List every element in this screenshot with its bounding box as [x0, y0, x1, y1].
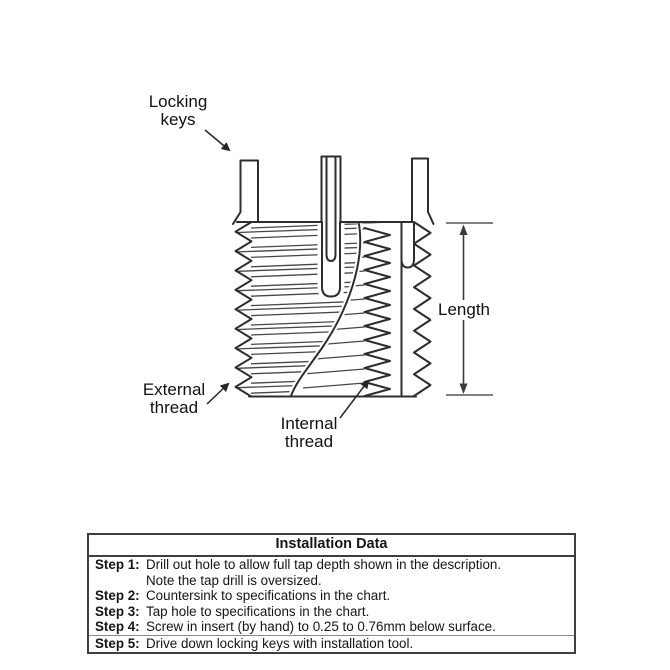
length-label: Length	[431, 300, 497, 320]
table-row	[89, 604, 574, 620]
step-label: Step 2:	[95, 588, 140, 604]
step-text-line1: Screw in insert (by hand) to 0.25 to 0.76mm below surface.	[146, 619, 496, 635]
step-text-line2: Note the tap drill is oversized.	[146, 572, 322, 588]
center-key-capsule-halo	[322, 222, 340, 297]
step-label: Step 4:	[95, 619, 140, 635]
center-locking-key	[322, 157, 341, 223]
table-title: Installation Data	[89, 535, 574, 557]
step-text	[146, 604, 574, 620]
left-locking-key	[233, 161, 258, 225]
step-text	[146, 636, 574, 652]
step-text-line1: Drive down locking keys with installation tool.	[146, 635, 414, 651]
right-locking-key	[412, 159, 434, 225]
dimension-arrowhead-down	[460, 384, 468, 395]
step-text	[146, 588, 574, 604]
table-row	[89, 635, 574, 652]
step-text-line1: Tap hole to specifications in the chart.	[146, 603, 370, 619]
step-label: Step 1:	[95, 557, 140, 572]
step-text-line1: Countersink to specifications in the chart.	[146, 588, 391, 604]
external-thread-label: External thread	[142, 380, 206, 417]
installation-data-table	[87, 533, 576, 654]
locking-keys-leader-arrow	[205, 130, 229, 150]
step-text	[146, 619, 574, 635]
table-row	[89, 588, 574, 604]
dimension-arrowhead-up	[460, 225, 468, 236]
step-text	[146, 557, 574, 588]
step-label: Step 3:	[95, 603, 140, 619]
locking-keys-label: Locking keys	[148, 92, 208, 129]
step-label: Step 5:	[95, 635, 140, 651]
step-text-line1: Drill out hole to allow full tap depth shown in the description.	[146, 557, 502, 572]
external-thread-profile-right	[414, 222, 431, 396]
table-row	[89, 619, 574, 635]
table-row	[89, 557, 574, 588]
internal-thread-label: Internal thread	[280, 414, 338, 451]
